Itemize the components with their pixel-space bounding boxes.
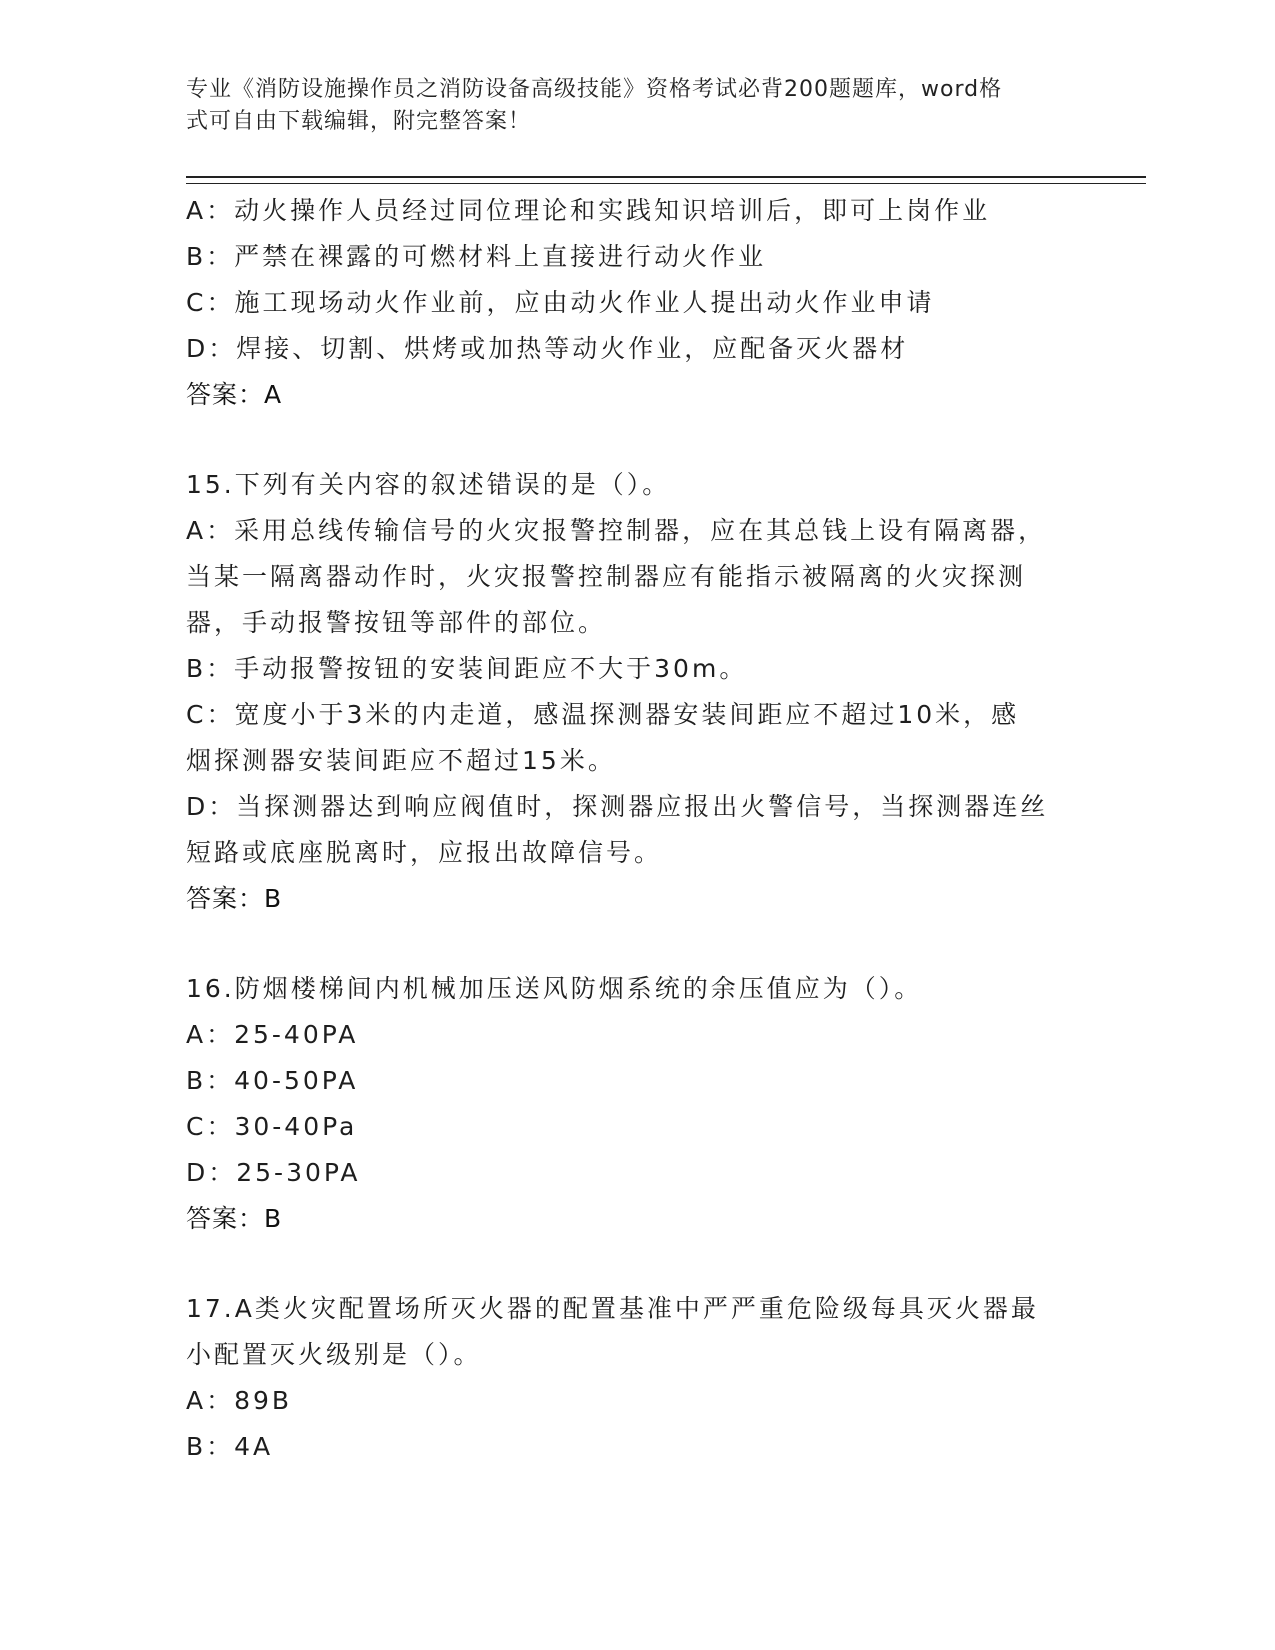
option-b: B：40-50PA bbox=[186, 1066, 359, 1095]
question-16 bbox=[186, 966, 1106, 1242]
header-divider bbox=[186, 176, 1146, 184]
option-c: C：宽度小于3米的内走道，感温探测器安装间距应不超过10米，感 bbox=[186, 700, 1020, 729]
option-a: A：采用总线传输信号的火灾报警控制器，应在其总钱上设有隔离器， bbox=[186, 516, 1047, 545]
option-d: D：当探测器达到响应阀值时，探测器应报出火警信号，当探测器连丝 bbox=[186, 792, 1049, 821]
spacer bbox=[186, 1242, 1106, 1286]
option-a: A：动火操作人员经过同位理论和实践知识培训后，即可上岗作业 bbox=[186, 196, 991, 225]
question-content bbox=[186, 188, 1106, 1470]
answer-line: 答案：B bbox=[186, 1204, 283, 1233]
document-header bbox=[186, 74, 1066, 138]
option-a-continued: 器，手动报警按钮等部件的部位。 bbox=[186, 608, 607, 637]
question-stem: 15.下列有关内容的叙述错误的是（）。 bbox=[186, 470, 671, 499]
option-b: B：4A bbox=[186, 1432, 274, 1461]
option-a: A：25-40PA bbox=[186, 1020, 359, 1049]
option-d-continued: 短路或底座脱离时，应报出故障信号。 bbox=[186, 838, 663, 867]
spacer bbox=[186, 922, 1106, 966]
answer-line: 答案：B bbox=[186, 884, 283, 913]
option-b: B：严禁在裸露的可燃材料上直接进行动火作业 bbox=[186, 242, 767, 271]
option-c: C：施工现场动火作业前，应由动火作业人提出动火作业申请 bbox=[186, 288, 935, 317]
question-14-options bbox=[186, 188, 1106, 418]
spacer bbox=[186, 418, 1106, 462]
header-line-1: 专业《消防设施操作员之消防设备高级技能》资格考试必背200题题库，word格 bbox=[186, 77, 1003, 102]
option-a-continued: 当某一隔离器动作时，火灾报警控制器应有能指示被隔离的火灾探测 bbox=[186, 562, 1027, 591]
option-d: D：焊接、切割、烘烤或加热等动火作业，应配备灭火器材 bbox=[186, 334, 909, 363]
header-line-2: 式可自由下载编辑，附完整答案！ bbox=[186, 109, 532, 134]
question-stem: 17.A类火灾配置场所灭火器的配置基准中严严重危险级每具灭火器最 bbox=[186, 1294, 1039, 1323]
question-15 bbox=[186, 462, 1106, 922]
question-17 bbox=[186, 1286, 1106, 1470]
option-d: D：25-30PA bbox=[186, 1158, 361, 1187]
question-stem: 16.防烟楼梯间内机械加压送风防烟系统的余压值应为（）。 bbox=[186, 974, 923, 1003]
option-a: A：89B bbox=[186, 1386, 293, 1415]
option-c-continued: 烟探测器安装间距应不超过15米。 bbox=[186, 746, 616, 775]
answer-line: 答案：A bbox=[186, 380, 283, 409]
option-c: C：30-40Pa bbox=[186, 1112, 358, 1141]
option-b: B：手动报警按钮的安装间距应不大于30m。 bbox=[186, 654, 748, 683]
question-stem-continued: 小配置灭火级别是（）。 bbox=[186, 1340, 482, 1369]
